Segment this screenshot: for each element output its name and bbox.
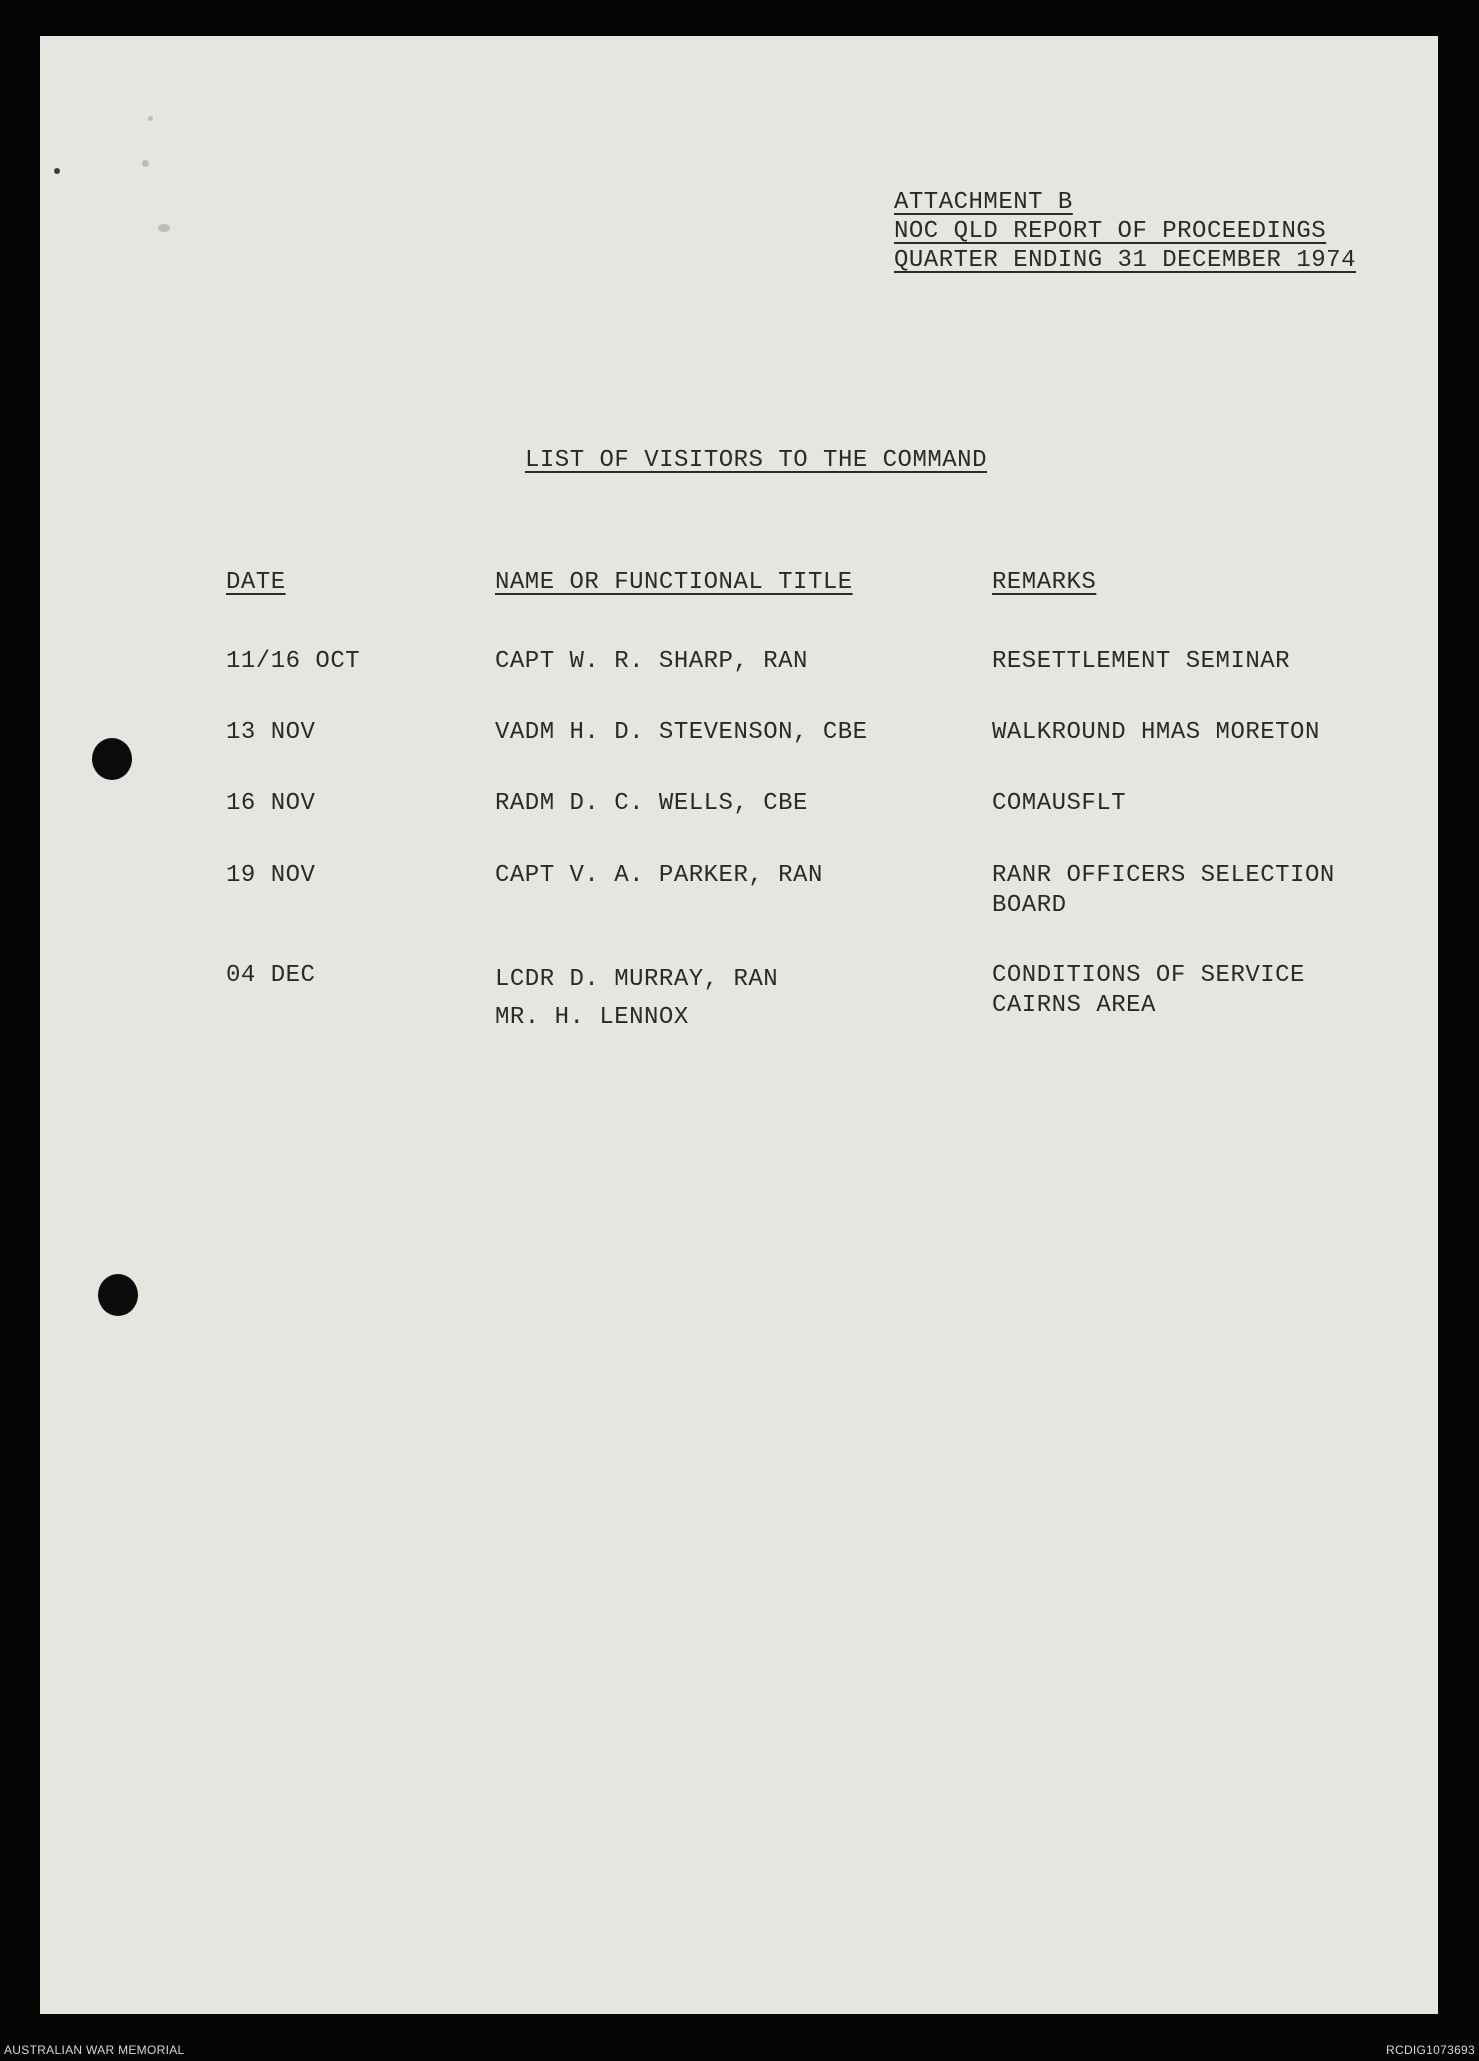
remarks-line: CONDITIONS OF SERVICE: [992, 962, 1305, 989]
remarks-line: RANR OFFICERS SELECTION: [992, 862, 1335, 889]
remarks-line: BOARD: [992, 892, 1067, 919]
row-name: [495, 961, 778, 1037]
column-header-name: NAME OR FUNCTIONAL TITLE: [495, 569, 853, 596]
row-date: 11/16 OCT: [226, 648, 361, 675]
quarter-label: QUARTER ENDING 31 DECEMBER 1974: [894, 247, 1356, 274]
row-date: 04 DEC: [226, 962, 316, 989]
name-line: MR. H. LENNOX: [495, 1004, 689, 1031]
archive-credit: AUSTRALIAN WAR MEMORIAL: [4, 2043, 185, 2057]
punch-hole-bottom: [98, 1274, 138, 1316]
paper-speck: [54, 168, 60, 174]
paper-speck: [148, 116, 153, 121]
row-name: VADM H. D. STEVENSON, CBE: [495, 719, 868, 746]
name-line: LCDR D. MURRAY, RAN: [495, 966, 779, 993]
row-date: 13 NOV: [226, 719, 316, 746]
column-header-date: DATE: [226, 569, 286, 596]
paper-speck: [158, 224, 170, 232]
row-name: CAPT V. A. PARKER, RAN: [495, 862, 823, 889]
remarks-line: CAIRNS AREA: [992, 992, 1156, 1019]
document-page: [40, 36, 1438, 2014]
row-date: 19 NOV: [226, 862, 316, 889]
attachment-label: ATTACHMENT B: [894, 189, 1073, 216]
punch-hole-top: [92, 738, 132, 780]
row-name: RADM D. C. WELLS, CBE: [495, 790, 808, 817]
page-title: LIST OF VISITORS TO THE COMMAND: [525, 447, 987, 474]
paper-speck: [142, 160, 149, 167]
row-remarks: COMAUSFLT: [992, 790, 1127, 817]
archive-id: RCDIG1073693: [1386, 2043, 1475, 2057]
row-remarks: [992, 961, 1305, 1021]
row-name: CAPT W. R. SHARP, RAN: [495, 648, 808, 675]
column-header-remarks: REMARKS: [992, 569, 1097, 596]
row-remarks: [992, 861, 1335, 921]
attachment-header: [894, 188, 1356, 275]
row-remarks: RESETTLEMENT SEMINAR: [992, 648, 1291, 675]
report-label: NOC QLD REPORT OF PROCEEDINGS: [894, 218, 1327, 245]
row-remarks: WALKROUND HMAS MORETON: [992, 719, 1320, 746]
row-date: 16 NOV: [226, 790, 316, 817]
